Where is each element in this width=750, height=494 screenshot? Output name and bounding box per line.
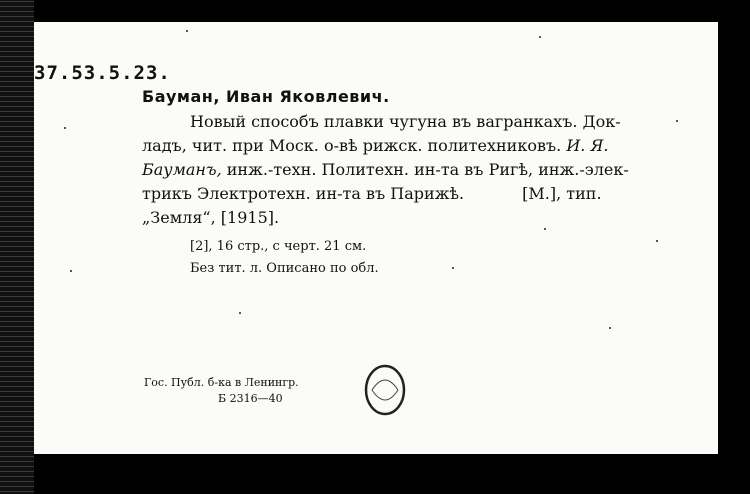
responsibility-initials: И. Я. [566, 136, 609, 155]
speck [544, 228, 546, 230]
library-name: Гос. Публ. б-ка в Ленингр. [144, 376, 299, 389]
title-line-4-text: трикъ Электротехн. ин-та въ Парижѣ. [142, 184, 465, 203]
collation-block [190, 236, 379, 280]
title-line-3 [142, 158, 702, 182]
title-line-4 [142, 182, 702, 206]
library-stamp-icon [362, 362, 408, 418]
author-heading: Бауман, Иван Яковлевич. [142, 87, 390, 106]
speck [656, 240, 658, 242]
speck [452, 267, 454, 269]
bibliographic-entry [142, 110, 702, 230]
responsibility-surname: Бауманъ, [142, 160, 222, 179]
title-line-2-text: ладъ, чит. при Моск. о-вѣ рижск. политехниковъ. [142, 136, 562, 155]
library-block [144, 375, 299, 407]
speck [239, 312, 241, 314]
imprint-place: [М.], тип. [522, 184, 602, 203]
speck [676, 120, 678, 122]
card-edge-shadow [0, 0, 34, 494]
collation-line: [2], 16 стр., с черт. 21 см. [190, 239, 367, 254]
note-line: Без тит. л. Описано по обл. [190, 261, 379, 276]
speck [609, 327, 611, 329]
speck [70, 270, 72, 272]
shelfmark: 37.53.5.23. [34, 62, 171, 84]
speck [186, 30, 188, 32]
title-line-2 [142, 134, 702, 158]
speck [539, 36, 541, 38]
inventory-number: Б 2316—40 [218, 392, 283, 405]
title-line-5: „Земля“, [1915]. [142, 208, 280, 227]
speck [64, 127, 66, 129]
title-line-3-text: инж.-техн. Политехн. ин-та въ Ригѣ, инж.-элек- [226, 160, 629, 179]
title-line-1: Новый способъ плавки чугуна въ вагранкахъ. Док- [190, 112, 621, 131]
catalog-card [34, 22, 718, 454]
